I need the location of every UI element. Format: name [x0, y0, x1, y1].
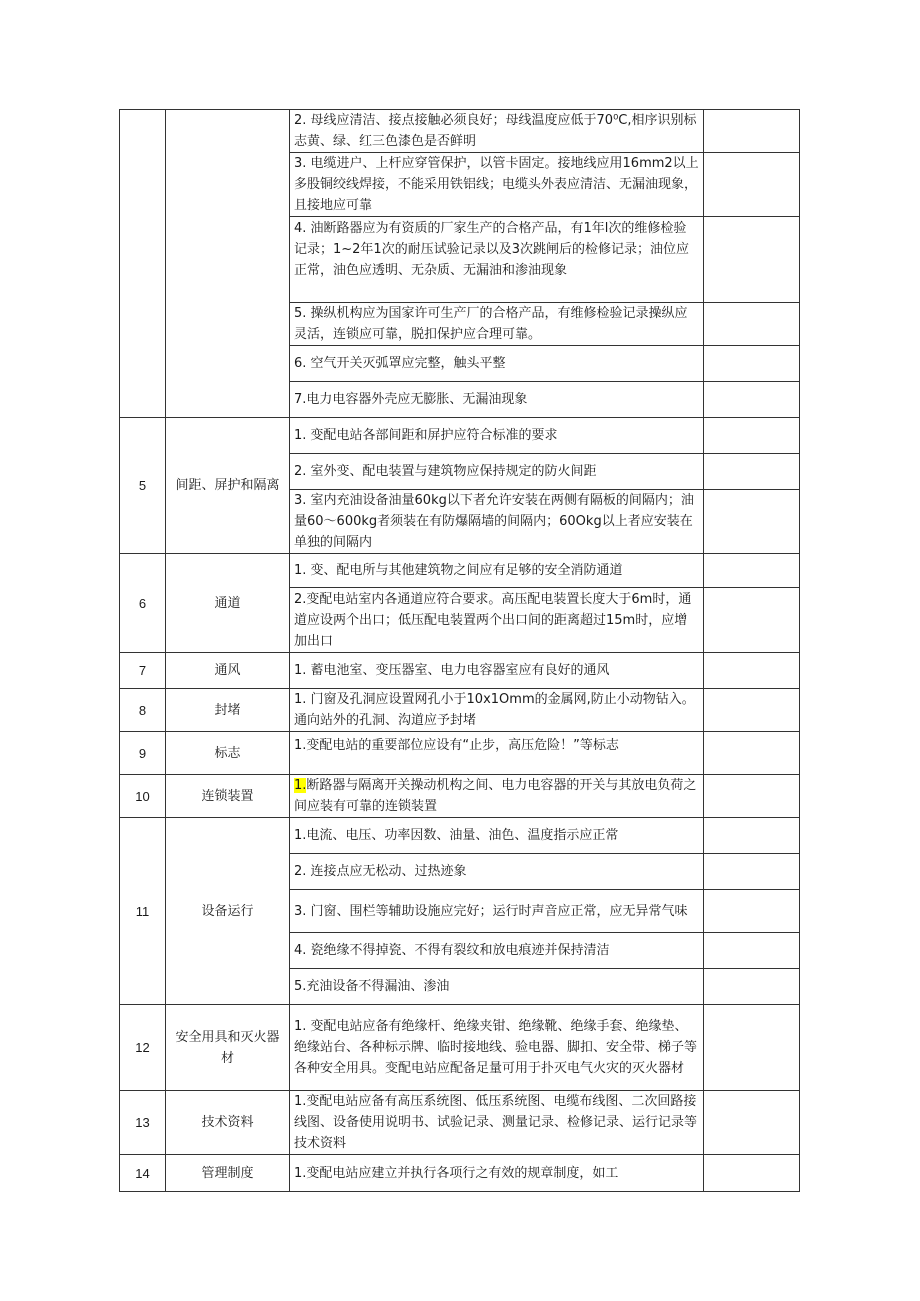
table-row [120, 418, 800, 454]
category-cell: 设备运行 [166, 818, 290, 1005]
requirement-cell: 1. 变、配电所与其他建筑物之间应有足够的安全消防通道 [290, 554, 704, 588]
requirement-cell: 6. 空气开关灭弧罩应完整，触头平整 [290, 346, 704, 382]
table-row [120, 1091, 800, 1155]
item-number-cell: 8 [120, 689, 166, 732]
result-cell [704, 689, 800, 732]
result-cell [704, 653, 800, 689]
result-cell [704, 890, 800, 933]
result-cell [704, 418, 800, 454]
item-number-cell: 11 [120, 818, 166, 1005]
category-cell: 技术资料 [166, 1091, 290, 1155]
requirement-cell: 1. 变配电站各部间距和屏护应符合标准的要求 [290, 418, 704, 454]
result-cell [704, 775, 800, 818]
category-cell: 标志 [166, 732, 290, 775]
category-cell: 封堵 [166, 689, 290, 732]
result-cell [704, 732, 800, 775]
table-row [120, 818, 800, 854]
result-cell [704, 1091, 800, 1155]
category-cell [166, 110, 290, 418]
requirement-cell: 3. 室内充油设备油量60kg以下者允许安装在两侧有隔板的间隔内；油量60～600kg者须装在有防爆隔墙的间隔内；60Okg以上者应安装在单独的间隔内 [290, 490, 704, 554]
table-row [120, 732, 800, 775]
requirement-cell: 5.充油设备不得漏油、渗油 [290, 969, 704, 1005]
result-cell [704, 153, 800, 217]
item-number-cell [120, 110, 166, 418]
item-number-cell: 7 [120, 653, 166, 689]
table-row [120, 1155, 800, 1192]
table-row [120, 554, 800, 588]
result-cell [704, 454, 800, 490]
item-number-cell: 9 [120, 732, 166, 775]
requirement-cell: 1.变配电站的重要部位应设有“止步，高压危险！”等标志 [290, 732, 704, 775]
result-cell [704, 346, 800, 382]
requirement-cell: 2. 室外变、配电装置与建筑物应保持规定的防火间距 [290, 454, 704, 490]
item-number-cell: 10 [120, 775, 166, 818]
category-cell: 连锁装置 [166, 775, 290, 818]
table-row [120, 653, 800, 689]
requirement-cell: 1.变配电站应备有高压系统图、低压系统图、电缆布线图、二次回路接线图、设备使用说明书、试验记录、测量记录、检修记录、运行记录等技术资料 [290, 1091, 704, 1155]
result-cell [704, 969, 800, 1005]
category-cell: 间距、屏护和隔离 [166, 418, 290, 554]
item-number-cell: 13 [120, 1091, 166, 1155]
requirement-cell: 1.变配电站应建立并执行各项行之有效的规章制度，如工 [290, 1155, 704, 1192]
item-number-cell: 6 [120, 554, 166, 653]
requirement-cell: 1. 蓄电池室、变压器室、电力电容器室应有良好的通风 [290, 653, 704, 689]
result-cell [704, 1155, 800, 1192]
requirement-cell: 7.电力电容器外壳应无膨胀、无漏油现象 [290, 382, 704, 418]
requirement-text: 断路器与隔离开关操动机构之间、电力电容器的开关与其放电负荷之间应装有可靠的连锁装置 [294, 778, 697, 814]
result-cell [704, 854, 800, 890]
requirement-cell: 4. 油断路器应为有资质的厂家生产的合格产品，有1年l次的维修检验记录；1~2年1次的耐压试验记录以及3次跳闸后的检修记录；油位应正常，油色应透明、无杂质、无漏油和渗油现象 [290, 217, 704, 303]
requirement-cell: 4. 瓷绝缘不得掉瓷、不得有裂纹和放电痕迹并保持清洁 [290, 933, 704, 969]
table-row [120, 775, 800, 818]
category-cell: 安全用具和灭火器材 [166, 1005, 290, 1091]
highlighted-number: 1. [294, 778, 307, 793]
category-cell: 通道 [166, 554, 290, 653]
requirement-cell: 1. 变配电站应备有绝缘杆、绝缘夹钳、绝缘靴、绝缘手套、绝缘垫、绝缘站台、各种标示牌、临时接地线、验电器、脚扣、安全带、梯子等各种安全用具。变配电站应配备足量可用于扑灭电气火灾的灭火器材 [290, 1005, 704, 1091]
requirement-cell: 1.电流、电压、功率因数、油量、油色、温度指示应正常 [290, 818, 704, 854]
requirement-cell: 2. 连接点应无松动、过热迹象 [290, 854, 704, 890]
result-cell [704, 490, 800, 554]
result-cell [704, 818, 800, 854]
requirement-cell: 2. 母线应清洁、接点接触必须良好；母线温度应低于70⁰C,相序识别标志黄、绿、红三色漆色是否鲜明 [290, 110, 704, 153]
result-cell [704, 303, 800, 346]
requirement-cell: 3. 门窗、围栏等辅助设施应完好；运行时声音应正常，应无异常气味 [290, 890, 704, 933]
result-cell [704, 554, 800, 588]
category-cell: 通风 [166, 653, 290, 689]
table-row [120, 689, 800, 732]
result-cell [704, 382, 800, 418]
table-row [120, 1005, 800, 1091]
category-cell: 管理制度 [166, 1155, 290, 1192]
requirement-cell [290, 775, 704, 818]
result-cell [704, 933, 800, 969]
requirement-cell: 1. 门窗及孔洞应设置网孔小于10x1Omm的金属网,防止小动物钻入。通向站外的孔洞、沟道应予封堵 [290, 689, 704, 732]
item-number-cell: 12 [120, 1005, 166, 1091]
result-cell [704, 1005, 800, 1091]
item-number-cell: 14 [120, 1155, 166, 1192]
requirement-cell: 5. 操纵机构应为国家许可生产厂的合格产品，有维修检验记录操纵应灵活，连锁应可靠，脱扣保护应合理可靠。 [290, 303, 704, 346]
requirement-cell: 3. 电缆进户、上杆应穿管保护，以管卡固定。接地线应用16mm2以上多股铜绞线焊接，不能采用铁铝线；电缆头外表应清洁、无漏油现象，且接地应可靠 [290, 153, 704, 217]
result-cell [704, 217, 800, 303]
result-cell [704, 110, 800, 153]
inspection-table [119, 109, 800, 1192]
item-number-cell: 5 [120, 418, 166, 554]
result-cell [704, 588, 800, 653]
table-row [120, 110, 800, 153]
requirement-cell: 2.变配电站室内各通道应符合要求。高压配电装置长度大于6m时，通道应设两个出口；低压配电装置两个出口间的距离超过15m时，应增加出口 [290, 588, 704, 653]
